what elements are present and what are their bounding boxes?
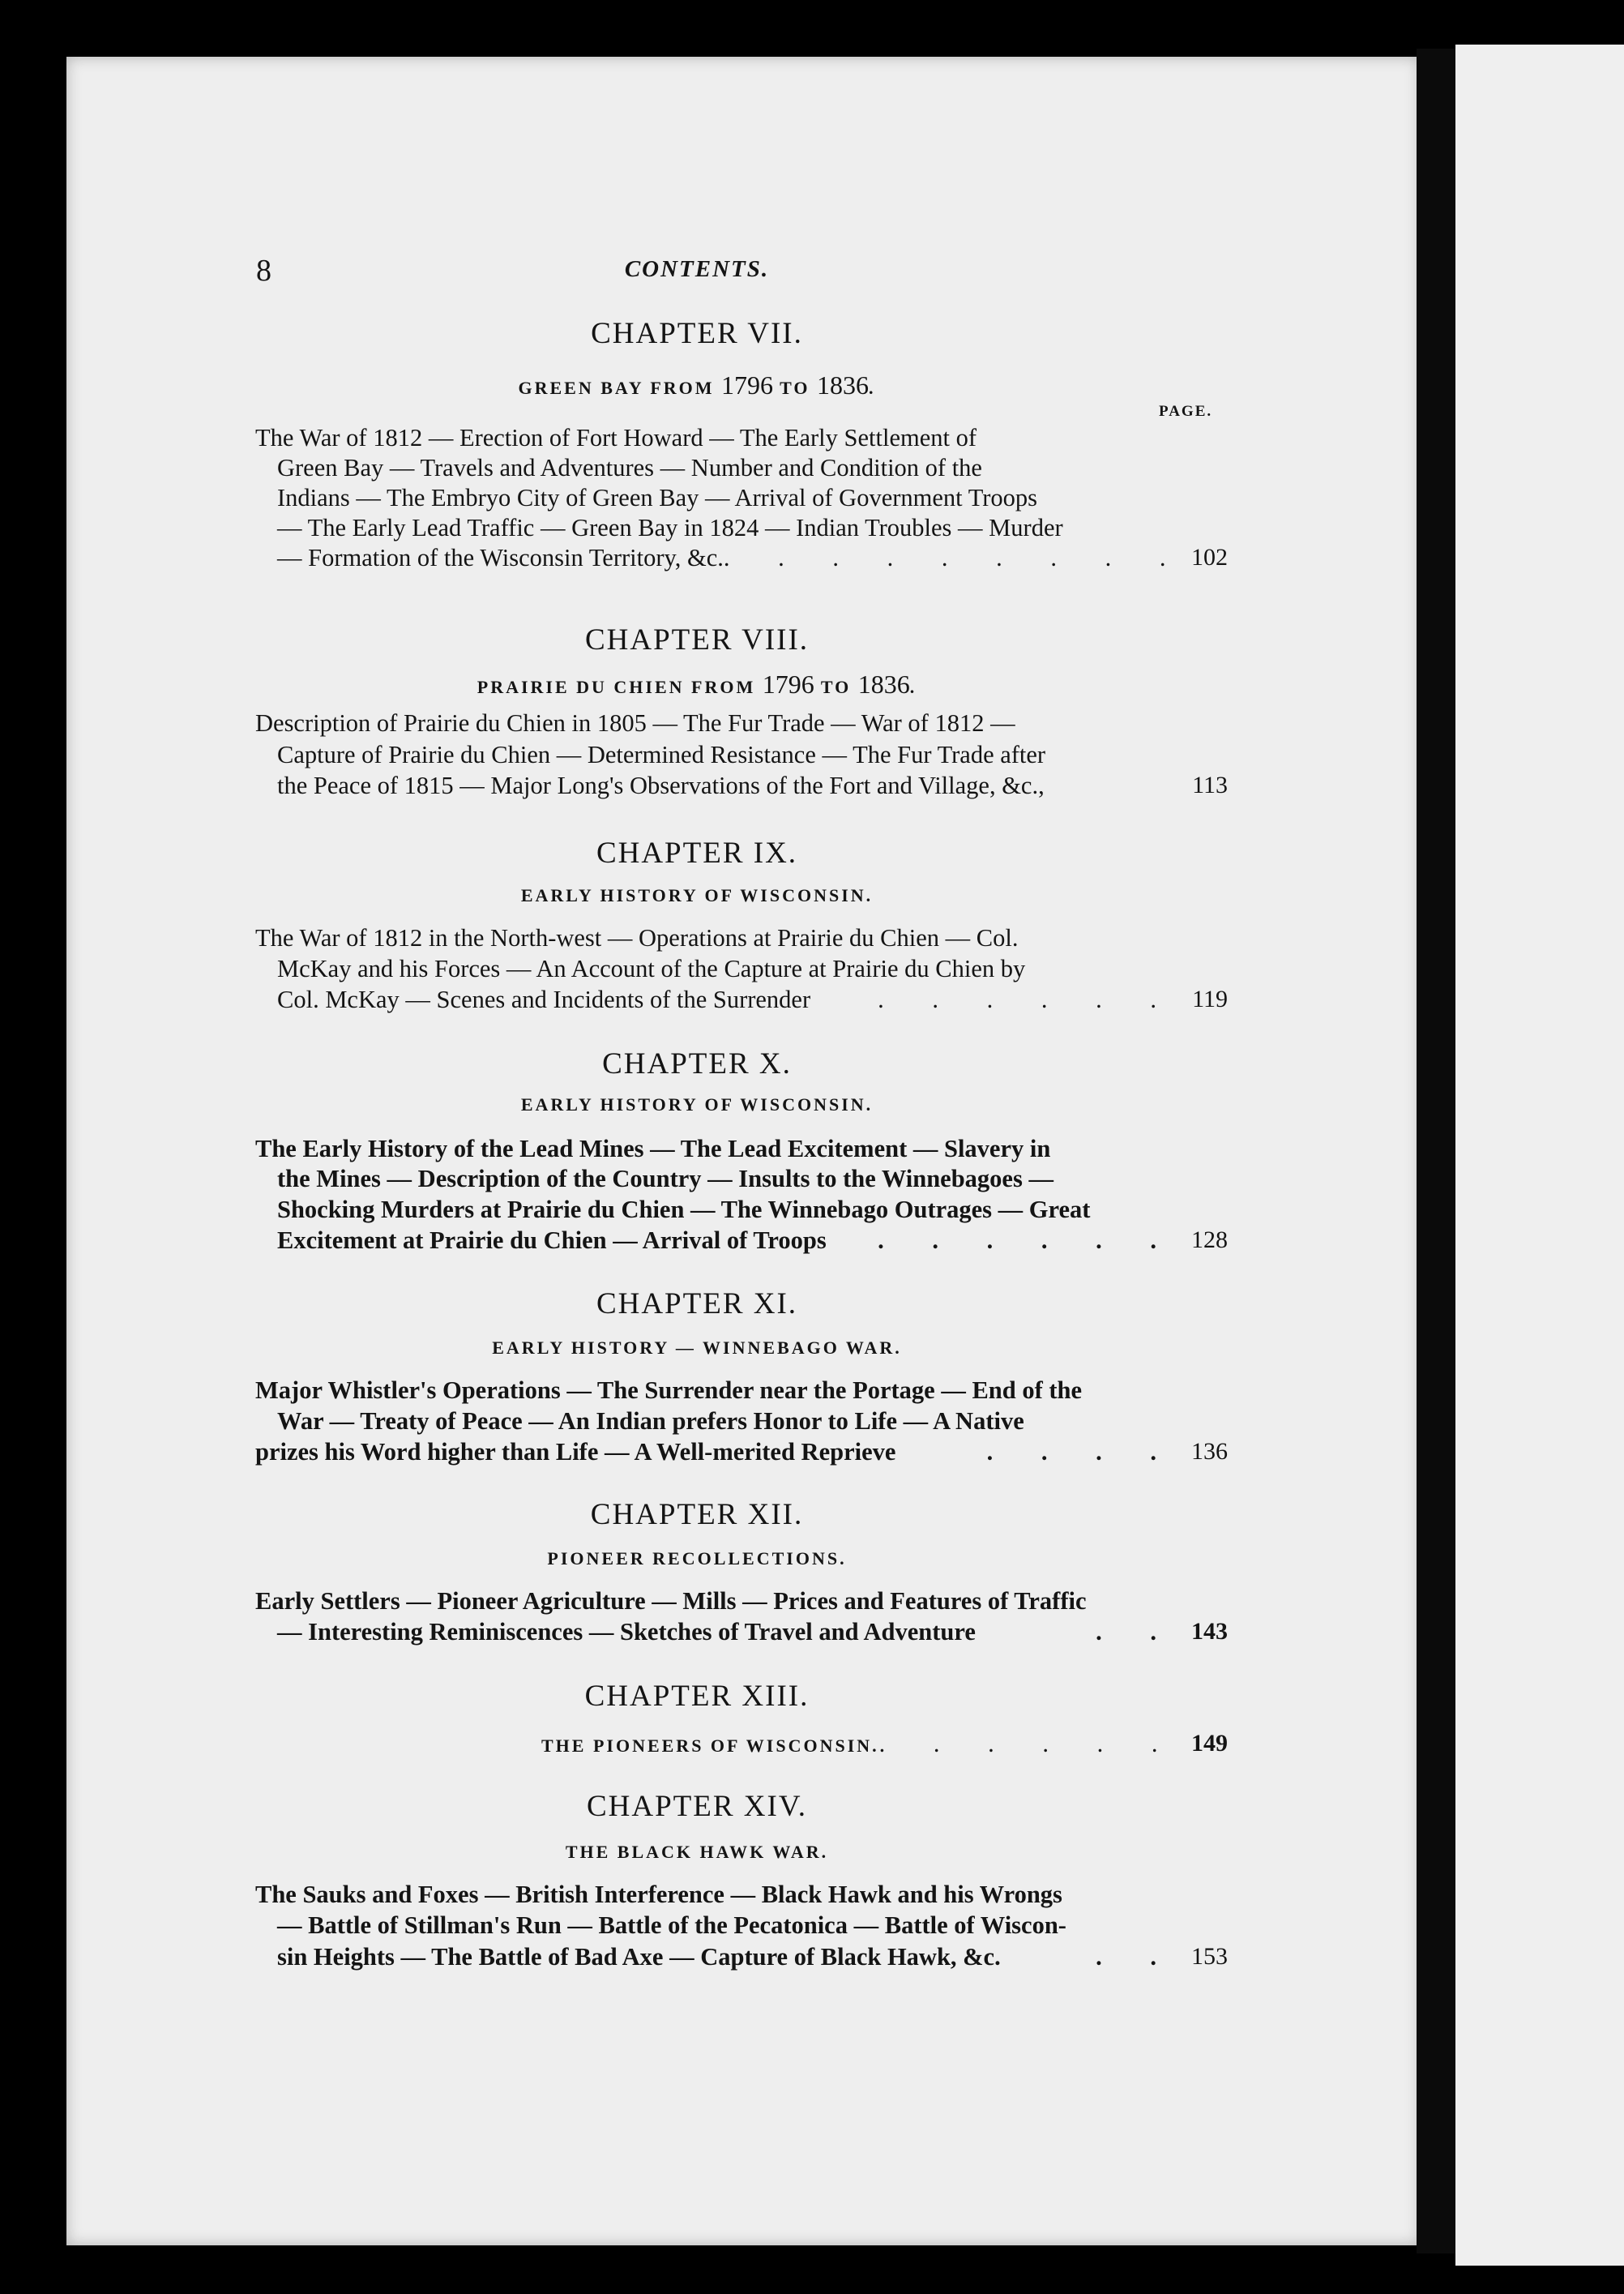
chapter-title: CHAPTER XIII. bbox=[584, 1680, 810, 1713]
entry-line: the Peace of 1815 — Major Long's Observations of the Fort and Village, &c., bbox=[277, 772, 1045, 799]
entry-line bbox=[255, 1437, 1181, 1466]
dot-leader: . . bbox=[1096, 1618, 1177, 1646]
chapter-subtitle: PIONEER RECOLLECTIONS. bbox=[547, 1548, 847, 1569]
chapter-title: CHAPTER X. bbox=[602, 1047, 792, 1081]
entry-line: War — Treaty of Peace — An Indian prefers Honor to Life — A Native bbox=[277, 1407, 1024, 1435]
page-reference: 102 bbox=[1191, 544, 1228, 571]
entry-text: prizes his Word higher than Life — A Well-merited Reprieve bbox=[255, 1438, 896, 1466]
chapter-title: CHAPTER XIV. bbox=[586, 1790, 808, 1823]
entry-line: Shocking Murders at Prairie du Chien — The Winnebago Outrages — Great bbox=[277, 1196, 1091, 1223]
entry-line bbox=[277, 1226, 1181, 1255]
entry-line: — The Early Lead Traffic — Green Bay in 1824 — Indian Troubles — Murder bbox=[277, 514, 1063, 541]
page-reference: 113 bbox=[1192, 772, 1228, 798]
page-reference: 128 bbox=[1191, 1226, 1228, 1253]
entry-line: The Sauks and Foxes — British Interference — Black Hawk and his Wrongs bbox=[255, 1881, 1062, 1908]
entry-line bbox=[541, 1729, 1179, 1761]
entry-line: — Battle of Stillman's Run — Battle of the Pecatonica — Battle of Wiscon- bbox=[277, 1911, 1066, 1939]
chapter-title: CHAPTER IX. bbox=[596, 837, 798, 870]
chapter-title: CHAPTER VII. bbox=[591, 317, 803, 350]
dot-leader: . . . . bbox=[986, 1438, 1177, 1466]
chapter-subtitle: EARLY HISTORY OF WISCONSIN. bbox=[520, 885, 874, 905]
entry-line: Capture of Prairie du Chien — Determined Resistance — The Fur Trade after bbox=[277, 741, 1046, 768]
page-number: 8 bbox=[256, 254, 271, 288]
entry-line bbox=[277, 985, 1181, 1014]
chapter-subtitle: THE BLACK HAWK WAR. bbox=[565, 1842, 829, 1862]
entry-text: — Formation of the Wisconsin Territory, &c. bbox=[277, 544, 724, 571]
facing-page-edge bbox=[1455, 45, 1624, 2266]
page-reference: 119 bbox=[1192, 986, 1228, 1012]
page-reference: 143 bbox=[1191, 1618, 1228, 1645]
page-gutter-shadow bbox=[1417, 49, 1455, 2253]
entry-line: McKay and his Forces — An Account of the Capture at Prairie du Chien by bbox=[277, 955, 1026, 982]
chapter-title: CHAPTER XII. bbox=[590, 1498, 804, 1531]
dot-leader: . . . . . . . . . bbox=[723, 544, 1187, 571]
entry-line: Early Settlers — Pioneer Agriculture — Mills — Prices and Features of Traffic bbox=[255, 1587, 1087, 1615]
dot-leader: . . . . . . bbox=[878, 986, 1177, 1013]
entry-line: Green Bay — Travels and Adventures — Number and Condition of the bbox=[277, 454, 982, 481]
page-reference: 153 bbox=[1191, 1943, 1228, 1970]
entry-line: The War of 1812 — Erection of Fort Howard — The Early Settlement of bbox=[255, 424, 977, 452]
page-column-label: PAGE. bbox=[1159, 403, 1213, 420]
entry-line: The Early History of the Lead Mines — The Lead Excitement — Slavery in bbox=[255, 1135, 1051, 1162]
chapter-subtitle: GREEN BAY FROM 1796 TO 1836. bbox=[518, 370, 876, 400]
entry-line bbox=[277, 543, 1187, 572]
chapter-subtitle: EARLY HISTORY — WINNEBAGO WAR. bbox=[492, 1337, 902, 1358]
entry-text: sin Heights — The Battle of Bad Axe — Capture of Black Hawk, &c. bbox=[277, 1943, 1001, 1971]
page-reference: 149 bbox=[1191, 1730, 1228, 1757]
entry-text: Excitement at Prairie du Chien — Arrival of Troops bbox=[277, 1226, 827, 1254]
chapter-title: CHAPTER VIII. bbox=[584, 623, 810, 657]
dot-leader: . . bbox=[1096, 1943, 1177, 1971]
entry-text: — Interesting Reminiscences — Sketches of Travel and Adventure bbox=[277, 1618, 976, 1646]
entry-line bbox=[277, 1942, 1181, 1971]
chapter-subtitle: EARLY HISTORY OF WISCONSIN. bbox=[520, 1094, 874, 1115]
chapter-subtitle: THE PIONEERS OF WISCONSIN. bbox=[541, 1735, 879, 1756]
page-reference: 136 bbox=[1191, 1438, 1228, 1465]
chapter-subtitle: PRAIRIE DU CHIEN FROM 1796 TO 1836. bbox=[477, 670, 917, 699]
entry-line: The War of 1812 in the North-west — Operations at Prairie du Chien — Col. bbox=[255, 924, 1019, 952]
dot-leader: . . . . . . bbox=[878, 1730, 1179, 1757]
chapter-title: CHAPTER XI. bbox=[596, 1287, 798, 1320]
entry-text: Col. McKay — Scenes and Incidents of the Surrender bbox=[277, 986, 811, 1013]
entry-line bbox=[277, 1617, 1181, 1646]
entry-line: Indians — The Embryo City of Green Bay — Arrival of Government Troops bbox=[277, 484, 1038, 511]
dot-leader: . . . . . . bbox=[878, 1226, 1177, 1254]
entry-line: Description of Prairie du Chien in 1805 — The Fur Trade — War of 1812 — bbox=[255, 709, 1015, 737]
entry-line: the Mines — Description of the Country — Insults to the Winnebagoes — bbox=[277, 1165, 1053, 1192]
running-head: CONTENTS. bbox=[624, 256, 770, 282]
entry-line: Major Whistler's Operations — The Surrender near the Portage — End of the bbox=[255, 1376, 1083, 1404]
